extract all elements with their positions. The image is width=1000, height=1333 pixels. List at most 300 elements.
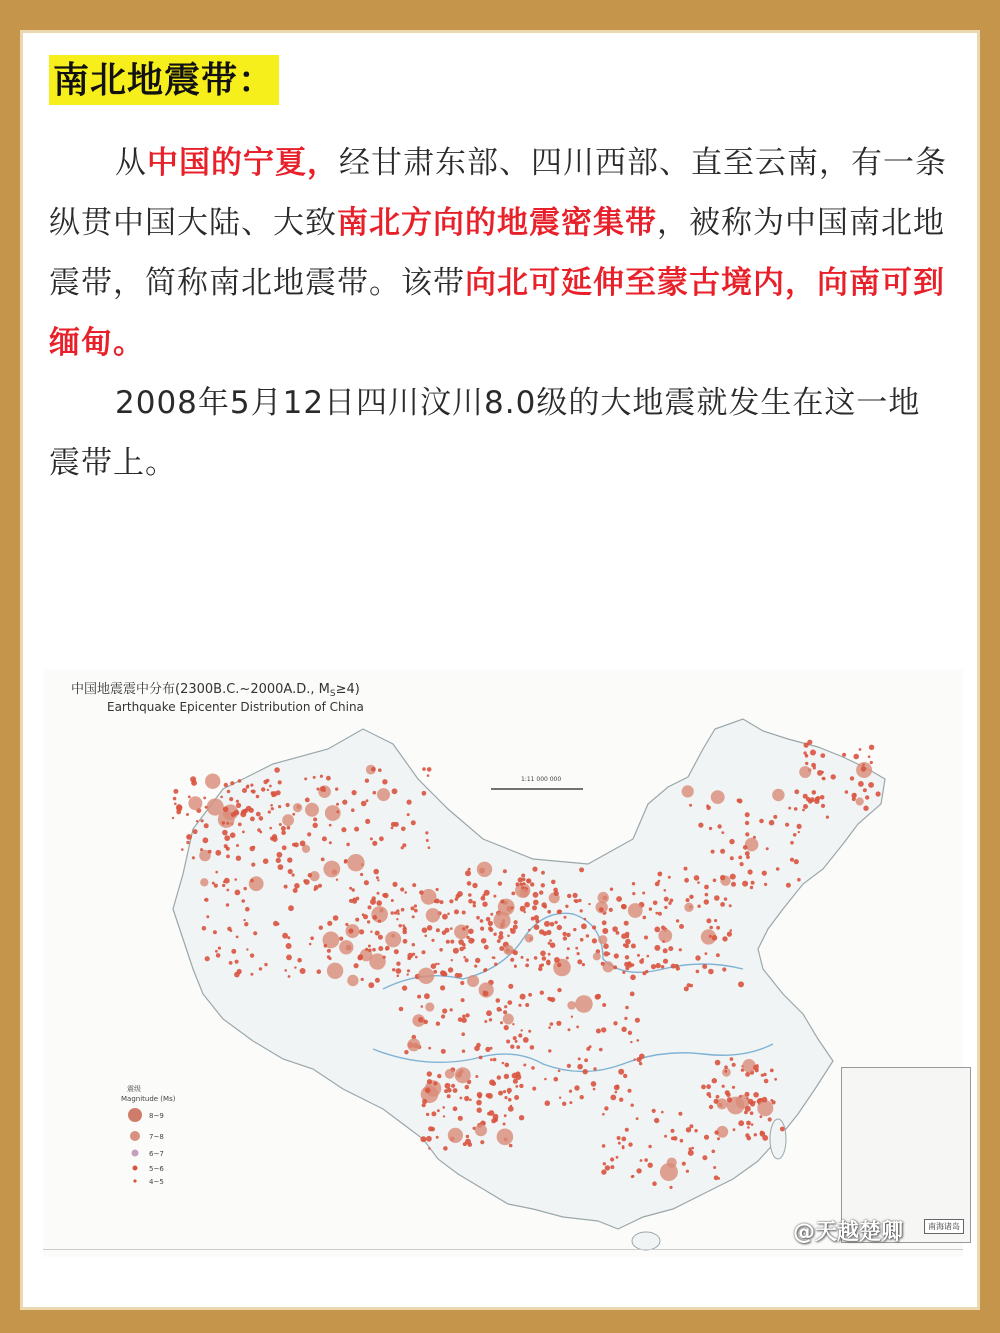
- epicenter-dot: [658, 929, 672, 943]
- epicenter-dot: [591, 1081, 597, 1087]
- epicenter-dot: [803, 804, 808, 809]
- epicenter-dot: [630, 992, 635, 997]
- epicenter-dot: [523, 882, 526, 885]
- epicenter-dot: [463, 956, 466, 959]
- epicenter-dot: [454, 909, 459, 914]
- epicenter-dot: [493, 957, 496, 960]
- epicenter-dot: [505, 1063, 510, 1068]
- epicenter-dot: [621, 904, 627, 910]
- epicenter-dot: [264, 963, 267, 966]
- epicenter-dot: [279, 823, 282, 826]
- scale-bar: [491, 776, 583, 789]
- epicenter-dot: [709, 935, 712, 938]
- epicenter-dot: [565, 905, 568, 908]
- epicenter-dot: [401, 827, 406, 832]
- epicenter-dot: [811, 763, 816, 768]
- epicenter-dot: [628, 1031, 632, 1035]
- epicenter-dot: [382, 893, 386, 897]
- epicenter-dot: [762, 1135, 768, 1141]
- epicenter-dot: [750, 1111, 754, 1115]
- epicenter-dot: [803, 794, 808, 799]
- epicenter-dot: [622, 971, 625, 974]
- epicenter-dot: [762, 871, 767, 876]
- epicenter-dot: [269, 827, 272, 830]
- epicenter-dot: [402, 985, 407, 990]
- epicenter-dot: [770, 1099, 773, 1102]
- epicenter-dot: [610, 1095, 616, 1101]
- epicenter-dot: [605, 1165, 610, 1170]
- epicenter-dot: [391, 827, 394, 830]
- epicenter-dot: [550, 942, 556, 948]
- epicenter-dot: [635, 1018, 640, 1023]
- epicenter-dot: [286, 955, 292, 961]
- epicenter-dot: [288, 975, 291, 978]
- epicenter-dot: [186, 834, 192, 840]
- epicenter-dot: [365, 779, 369, 783]
- epicenter-dot: [377, 788, 390, 801]
- epicenter-dot: [772, 789, 784, 801]
- epicenter-dot: [250, 879, 253, 882]
- epicenter-dot: [794, 789, 799, 794]
- epicenter-dot: [491, 1081, 496, 1086]
- epicenter-dot: [223, 806, 229, 812]
- legend-swatch-5-6: [133, 1166, 138, 1171]
- epicenter-dot: [236, 803, 241, 808]
- epicenter-dot: [300, 841, 306, 847]
- epicenter-dot: [514, 965, 517, 968]
- epicenter-dot: [504, 1074, 509, 1079]
- epicenter-dot: [714, 895, 720, 901]
- epicenter-dot: [281, 830, 286, 835]
- epicenter-dot: [468, 893, 472, 897]
- epicenter-dot: [431, 939, 434, 942]
- epicenter-dot: [462, 1015, 466, 1019]
- epicenter-dot: [412, 883, 416, 887]
- epicenter-dot: [361, 978, 364, 981]
- epicenter-dot: [865, 795, 869, 799]
- epicenter-dot: [427, 767, 432, 772]
- epicenter-dot: [526, 878, 531, 883]
- epicenter-dot: [547, 910, 551, 914]
- epicenter-dot: [400, 887, 404, 891]
- epicenter-dot: [467, 881, 472, 886]
- epicenter-dot: [532, 1087, 536, 1091]
- epicenter-dot: [617, 1136, 621, 1140]
- epicenter-dot: [632, 882, 635, 885]
- epicenter-dot: [215, 850, 221, 856]
- epicenter-dot: [355, 918, 359, 922]
- epicenter-dot: [514, 1095, 519, 1100]
- epicenter-dot: [548, 1026, 551, 1029]
- epicenter-dot: [461, 1017, 467, 1023]
- epicenter-dot: [797, 878, 801, 882]
- epicenter-dot: [190, 776, 196, 782]
- legend-label-5-6: 5~6: [149, 1165, 164, 1173]
- epicenter-dot: [738, 856, 742, 860]
- epicenter-dot: [553, 888, 558, 893]
- p1-highlight-3: 向北可延伸至蒙古境内，向南可到缅甸。: [49, 265, 945, 361]
- epicenter-dot: [253, 931, 257, 935]
- hainan-island: [632, 1232, 660, 1250]
- epicenter-dot: [252, 846, 255, 849]
- epicenter-dot: [563, 936, 567, 940]
- epicenter-dot: [706, 1084, 711, 1089]
- epicenter-dot: [236, 936, 239, 939]
- epicenter-dot: [551, 880, 556, 885]
- epicenter-dot: [231, 949, 236, 954]
- epicenter-dot: [188, 796, 202, 810]
- epicenter-dot: [679, 924, 684, 929]
- epicenter-dot: [462, 927, 465, 930]
- epicenter-dot: [750, 1101, 755, 1106]
- epicenter-dot: [392, 788, 398, 794]
- epicenter-dot: [464, 1096, 469, 1101]
- epicenter-dot: [422, 791, 427, 796]
- epicenter-dot: [604, 1106, 608, 1110]
- epicenter-dot: [318, 884, 322, 888]
- epicenter-dot: [574, 899, 577, 902]
- epicenter-dot: [526, 958, 529, 961]
- epicenter-dot: [246, 948, 248, 950]
- epicenter-dot: [441, 1049, 446, 1054]
- epicenter-dot: [679, 948, 682, 951]
- epicenter-dot: [497, 1129, 514, 1146]
- epicenter-dot: [488, 921, 493, 926]
- epicenter-dot: [242, 788, 247, 793]
- epicenter-dot: [320, 775, 323, 778]
- p1-text-1: 从: [115, 145, 147, 181]
- epicenter-dot: [661, 1111, 664, 1114]
- epicenter-dot: [712, 1078, 717, 1083]
- epicenter-dot: [655, 912, 658, 915]
- epicenter-dot: [528, 929, 531, 932]
- epicenter-dot: [431, 963, 437, 969]
- epicenter-dot: [229, 961, 233, 965]
- epicenter-dot: [504, 1025, 509, 1030]
- epicenter-dot: [433, 1082, 437, 1086]
- epicenter-dot: [424, 993, 430, 999]
- epicenter-dot: [696, 970, 700, 974]
- taiwan-island: [770, 1119, 786, 1159]
- epicenter-dot: [222, 821, 225, 824]
- epicenter-dot: [294, 966, 296, 968]
- epicenter-dot: [640, 1159, 643, 1162]
- epicenter-dot: [466, 936, 469, 939]
- epicenter-dot: [621, 1027, 626, 1032]
- epicenter-dot: [437, 963, 439, 965]
- epicenter-dot: [858, 781, 864, 787]
- epicenter-dot: [354, 963, 359, 968]
- epicenter-dot: [722, 1085, 725, 1088]
- epicenter-dot: [326, 776, 331, 781]
- epicenter-dot: [448, 1128, 463, 1143]
- epicenter-dot: [271, 807, 274, 810]
- epicenter-dot: [300, 968, 306, 974]
- legend-label-8-9: 8~9: [149, 1112, 164, 1120]
- epicenter-dot: [352, 790, 357, 795]
- epicenter-dot: [268, 810, 271, 813]
- epicenter-dot: [327, 963, 343, 979]
- legend-title-en: Magnitude (Ms): [121, 1095, 176, 1103]
- epicenter-dot: [790, 841, 794, 845]
- epicenter-dot: [425, 831, 428, 834]
- epicenter-dot: [624, 921, 629, 926]
- epicenter-dot: [263, 858, 269, 864]
- epicenter-dot: [637, 1039, 640, 1042]
- epicenter-dot: [243, 919, 245, 921]
- epicenter-dot: [636, 1117, 639, 1120]
- epicenter-dot: [399, 1007, 404, 1012]
- epicenter-dot: [602, 1113, 605, 1116]
- epicenter-dot: [259, 816, 264, 821]
- epicenter-dot: [661, 965, 665, 969]
- epicenter-dot: [704, 885, 709, 890]
- epicenter-dot: [437, 1109, 440, 1112]
- epicenter-dot: [445, 1069, 455, 1079]
- epicenter-dot: [798, 831, 800, 833]
- scale-label: 1:11 000 000: [521, 776, 562, 783]
- epicenter-dot: [354, 827, 359, 832]
- epicenter-dot: [757, 1100, 773, 1116]
- epicenter-dot: [598, 935, 607, 944]
- epicenter-dot: [643, 916, 647, 920]
- epicenter-dot: [586, 934, 589, 937]
- epicenter-dot: [224, 878, 230, 884]
- epicenter-dot: [731, 882, 736, 887]
- epicenter-dot: [427, 1079, 432, 1084]
- epicenter-dot: [442, 914, 448, 920]
- epicenter-dot: [714, 1099, 719, 1104]
- epicenter-dot: [534, 924, 540, 930]
- epicenter-dot: [538, 967, 542, 971]
- epicenter-dot: [508, 984, 513, 989]
- epicenter-dot: [490, 1058, 493, 1061]
- epicenter-dot: [602, 1144, 606, 1148]
- epicenter-dot: [192, 856, 195, 859]
- epicenter-dot: [226, 855, 230, 859]
- epicenter-dot: [612, 926, 618, 932]
- epicenter-dot: [453, 948, 459, 954]
- epicenter-dot: [571, 1016, 573, 1018]
- epicenter-dot: [822, 777, 824, 779]
- epicenter-dot: [456, 894, 461, 899]
- epicenter-dot: [663, 948, 668, 953]
- epicenter-dot: [236, 844, 239, 847]
- section-heading: 南北地震带：: [49, 55, 279, 105]
- epicenter-dot: [812, 790, 817, 795]
- epicenter-dot: [712, 935, 718, 941]
- epicenter-dot: [614, 1085, 620, 1091]
- epicenter-dot: [567, 894, 571, 898]
- epicenter-dot: [759, 819, 764, 824]
- epicenter-dot: [498, 881, 502, 885]
- epicenter-dot: [263, 780, 268, 785]
- epicenter-dot: [720, 849, 725, 854]
- epicenter-dot: [368, 945, 371, 948]
- epicenter-dot: [490, 1047, 493, 1050]
- epicenter-dot: [475, 958, 480, 963]
- epicenter-dot: [484, 890, 490, 896]
- epicenter-dot: [573, 928, 576, 931]
- epicenter-dot: [584, 1058, 588, 1062]
- epicenter-dot: [407, 813, 410, 816]
- epicenter-dot: [676, 919, 679, 922]
- epicenter-dot: [246, 785, 249, 788]
- epicenter-dot: [365, 948, 368, 951]
- epicenter-dot: [543, 905, 547, 909]
- epicenter-dot: [769, 820, 775, 826]
- epicenter-dot: [487, 1112, 491, 1116]
- epicenter-dot: [544, 921, 550, 927]
- epicenter-dot: [431, 1111, 436, 1116]
- epicenter-dot: [732, 1063, 736, 1067]
- epicenter-dot: [346, 843, 350, 847]
- epicenter-dot: [364, 880, 369, 885]
- epicenter-dot: [668, 946, 673, 951]
- epicenter-dot: [805, 754, 809, 758]
- epicenter-dot: [793, 833, 797, 837]
- epicenter-dot: [446, 940, 450, 944]
- epicenter-dot: [216, 953, 221, 958]
- epicenter-dot: [503, 1010, 507, 1014]
- epicenter-dot: [754, 1133, 757, 1136]
- epicenter-dot: [453, 1106, 458, 1111]
- epicenter-dot: [369, 953, 385, 969]
- epicenter-dot: [729, 839, 734, 844]
- epicenter-dot: [426, 839, 429, 842]
- epicenter-dot: [376, 900, 382, 906]
- epicenter-dot: [480, 919, 484, 923]
- epicenter-dot: [510, 958, 514, 962]
- epicenter-dot: [745, 821, 749, 825]
- epicenter-dot: [418, 968, 434, 984]
- epicenter-dot: [506, 1040, 510, 1044]
- epicenter-dot: [664, 897, 669, 902]
- epicenter-dot: [448, 967, 453, 972]
- epicenter-dot: [706, 806, 711, 811]
- epicenter-dot: [497, 1075, 501, 1079]
- epicenter-dot: [820, 795, 825, 800]
- epicenter-dot: [702, 964, 707, 969]
- epicenter-dot: [548, 1049, 551, 1052]
- epicenter-dot: [377, 892, 380, 895]
- epicenter-dot: [449, 899, 453, 903]
- epicenter-dot: [799, 766, 811, 778]
- epicenter-dot: [601, 1027, 606, 1032]
- epicenter-dot: [377, 879, 379, 881]
- epicenter-dot: [352, 888, 355, 891]
- epicenter-dot: [256, 812, 261, 817]
- epicenter-dot: [599, 907, 604, 912]
- epicenter-dot: [622, 1145, 625, 1148]
- epicenter-dot: [378, 768, 382, 772]
- epicenter-dot: [610, 1157, 614, 1161]
- epicenter-dot: [373, 915, 378, 920]
- epicenter-dot: [447, 1094, 451, 1098]
- epicenter-dot: [722, 936, 727, 941]
- epicenter-dot: [441, 1014, 445, 1018]
- epicenter-dot: [427, 1071, 432, 1076]
- epicenter-dot: [494, 963, 497, 966]
- epicenter-dot: [508, 1098, 512, 1102]
- epicenter-dot: [399, 924, 402, 927]
- epicenter-dot: [466, 1135, 469, 1138]
- epicenter-dot: [540, 951, 546, 957]
- epicenter-dot: [625, 1128, 629, 1132]
- epicenter-dot: [713, 1166, 716, 1169]
- epicenter-dot: [770, 1069, 774, 1073]
- epicenter-dot: [422, 927, 428, 933]
- epicenter-dot: [251, 863, 255, 867]
- epicenter-dot: [709, 1105, 713, 1109]
- epicenter-dot: [698, 823, 703, 828]
- epicenter-dot: [361, 801, 367, 807]
- epicenter-dot: [504, 1005, 507, 1008]
- epicenter-dot: [465, 1085, 470, 1090]
- epicenter-dot: [725, 1090, 730, 1095]
- epicenter-dot: [745, 832, 749, 836]
- epicenter-dot: [207, 798, 224, 815]
- epicenter-dot: [842, 753, 846, 757]
- epicenter-dot: [242, 831, 245, 834]
- epicenter-dot: [686, 1170, 689, 1173]
- epicenter-dot: [277, 852, 283, 858]
- epicenter-dot: [397, 975, 400, 978]
- epicenter-dot: [480, 1140, 484, 1144]
- epicenter-dot: [479, 1056, 483, 1060]
- epicenter-dot: [469, 1099, 472, 1102]
- epicenter-dot: [706, 1092, 711, 1097]
- epicenter-dot: [724, 1065, 728, 1069]
- epicenter-dot: [202, 926, 207, 931]
- epicenter-dot: [596, 1029, 601, 1034]
- epicenter-dot: [671, 964, 676, 969]
- epicenter-dot: [766, 847, 769, 850]
- epicenter-dot: [205, 774, 220, 789]
- epicenter-dot: [226, 822, 229, 825]
- epicenter-dot: [525, 964, 529, 968]
- epicenter-dot: [724, 1070, 727, 1073]
- epicenter-dot: [467, 975, 479, 987]
- epicenter-dot: [436, 1022, 440, 1026]
- epicenter-dot: [250, 817, 255, 822]
- epicenter-dot: [220, 796, 223, 799]
- epicenter-dot: [341, 827, 346, 832]
- epicenter-dot: [368, 949, 372, 953]
- epicenter-dot: [525, 934, 534, 943]
- epicenter-dot: [419, 890, 424, 895]
- epicenter-dot: [521, 1029, 523, 1031]
- content-card: [20, 30, 980, 1310]
- epicenter-dot: [862, 764, 865, 767]
- epicenter-dot: [658, 880, 661, 883]
- epicenter-dot: [424, 935, 427, 938]
- epicenter-dot: [853, 754, 859, 760]
- epicenter-dot: [705, 893, 709, 897]
- epicenter-dot: [870, 761, 873, 764]
- epicenter-dot: [601, 1169, 606, 1174]
- epicenter-dot: [808, 799, 812, 803]
- epicenter-dot: [508, 1092, 510, 1094]
- epicenter-dot: [499, 946, 504, 951]
- epicenter-dot: [534, 915, 539, 920]
- epicenter-dot: [548, 953, 551, 956]
- epicenter-dot: [810, 750, 816, 756]
- epicenter-dot: [358, 954, 363, 959]
- epicenter-dot: [236, 800, 239, 803]
- epicenter-dot: [477, 1092, 483, 1098]
- epicenter-dot: [345, 923, 348, 926]
